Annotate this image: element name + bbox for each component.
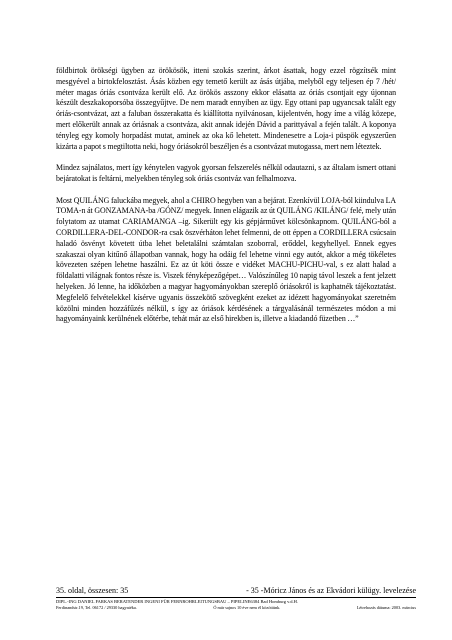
footer-meta-row <box>56 605 416 611</box>
footer-note: Ó már sajnos 10 éve nem él közöttünk. <box>213 604 281 610</box>
footer-header-row <box>56 586 416 596</box>
page-number-label: 35. oldal, összesen: 35 <box>56 586 129 595</box>
footer-address: Ferdinandstr.19, Tel. 06172 / 29330 hagyatéka. <box>56 604 137 610</box>
document-body <box>56 66 396 325</box>
footer-divider <box>56 597 416 598</box>
footer-created-date: Létrehozás dátuma: 2003. március <box>356 604 416 610</box>
body-paragraph-3: Most QUILÁNG faluckába megyek, ahol a CHIRO hegyben van a bejárat. Ezenkívül LOJA-ból kiindulva LA TOMA-n át GONZAMANA-ba /GÓNZ/ megyek. Innen elágazik az út QUILÁNG /KILÁNG/ felé, mely után folytatom az utamat CARIAMANGA –ig. Sikerült egy kis gépjárművet kölcsönkapnom. QUILÁNG-ból a CORDILLERA-DEL-CONDOR-ra csak öszvérháton lehet felmenni, de ott éppen a CORDILLERA csúcsain haladó ösvényt követett útba lehet beletalálni számtalan szoborral, erőddel, kegyhellyel. Ennek egyes szakaszai olyan kitűnő állapotban vannak, hogy ha odáig fel lehetne vinni egy autót, akkor a még tökéletes kövezeten szépen lehetne haszálni. Ez az út köti össze e vidéket MACHU-PICHU-val, s ez alatt halad a földalatti világnak fontos része is. Viszek fényképezőgépet… Valószínűleg 10 napig távol leszek a fent jelzett helyeken. Jó lenne, ha időközben a magyar hagyományokban szereplő óriásokról is kaphatnék tájékoztatást. Megfelelő felvételekkel kísérve ugyanis összekötő szövegként ezeket az idézett hagyományokat szeretném közölni minden hozzáfűzés nélkül, s így az óriások kérdésének a tárgyalásánál természetes módon a mi hagyományaink kerülnének előtérbe, tehát már az első hirekben is, illetve a kiadandó füzetben …” <box>56 195 396 324</box>
page-footer <box>56 586 416 611</box>
running-title: - 35 -Móricz János és az Ekvádori külügy. levelezése <box>246 586 416 595</box>
body-paragraph-2: Mindez sajnálatos, mert így kénytelen vagyok gyorsan felszerelés nélkül odautazni, s az általam ismert ottani bejáratokat is feltárni, melyekben tényleg sok óriás csontváz van felhalmozva. <box>56 163 396 183</box>
body-paragraph-1: földbirtok örökségi ügyben az örökösök, itteni szokás szerint, árkot ásattak, hogy ezzel rögzítsék mint mesgyével a birtokfelosztást. Ásás közben egy temető került az ásás útjába, melyből egy teljesen ép 7 /hét/ méter magas óriás csontváza került elő. Az örökös asszony ekkor elásatta az óriás csontjait egy újonnan készült deszkakoporsóba összegyűjtve. De nem maradt ennyiben az ügy. Egy ottani pap ugyancsak talált egy óriás-csontvázat, azt a faluban összerakatta és kiállította nyilvánosan, kijelentvén, hogy íme a világ közepe, mert előkerült annak az óriásnak a csontváza, akit annak idején Dávid a parittyával a fején talált. A koponya tényleg egy komoly horpadást mutat, aminek az oka kő lehetett. Mindenesetre a Loja-i püspök egyszerűen kizárta a papot s megtiltotta neki, hogy óriásokról beszéljen és a csontvázat mutogassa, mert nem léteztek. <box>56 66 396 151</box>
footer-company-line: DIPL.-ING DANIEL FARKAS BERATENDER INGENI FÜR FERNROHRLEITUNGSBAU – PIPELINE6384 Bad Homburg v.d.H. <box>56 598 298 604</box>
